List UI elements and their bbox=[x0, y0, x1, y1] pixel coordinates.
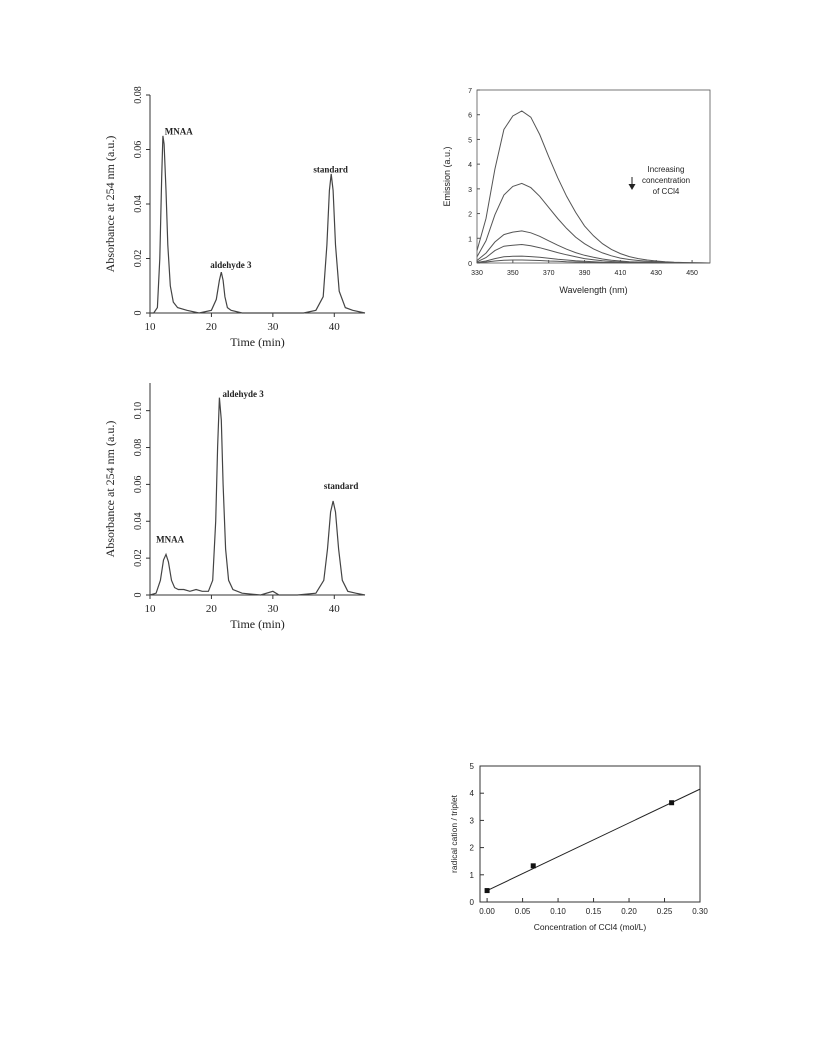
y-tick-label: 2 bbox=[468, 211, 472, 219]
chromatogram-trace bbox=[150, 136, 365, 313]
y-tick-label: 0.06 bbox=[133, 475, 144, 494]
x-tick-label: 0.10 bbox=[550, 907, 566, 916]
x-axis-title: Concentration of CCl4 (mol/L) bbox=[533, 922, 647, 932]
annotation-text: Increasing bbox=[647, 165, 685, 174]
y-tick-label: 0 bbox=[133, 592, 144, 598]
y-tick-label: 0.08 bbox=[133, 438, 144, 457]
y-tick-label: 0 bbox=[469, 898, 474, 907]
y-tick-label: 0.04 bbox=[133, 512, 144, 531]
x-tick-label: 350 bbox=[507, 270, 519, 277]
y-tick-label: 6 bbox=[468, 112, 472, 120]
y-tick-label: 0 bbox=[133, 310, 144, 316]
y-tick-label: 1 bbox=[468, 236, 472, 244]
peak-label: MNAA bbox=[156, 534, 185, 545]
x-tick-label: 0.15 bbox=[585, 907, 602, 916]
y-axis-title: Absorbance at 254 nm (a.u.) bbox=[103, 420, 117, 558]
x-tick-label: 10 bbox=[144, 321, 156, 333]
y-tick-label: 0.04 bbox=[133, 195, 144, 213]
x-tick-label: 0.30 bbox=[692, 907, 708, 916]
chromatogram-trace bbox=[150, 398, 365, 595]
x-tick-label: 20 bbox=[205, 603, 217, 615]
y-tick-label: 3 bbox=[469, 816, 474, 826]
x-tick-label: 450 bbox=[686, 270, 698, 277]
y-axis-title: radical cation / triplet bbox=[449, 795, 459, 873]
x-tick-label: 0.05 bbox=[514, 907, 531, 916]
x-tick-label: 10 bbox=[144, 603, 156, 615]
data-point bbox=[669, 800, 674, 805]
ratio-vs-concentration-chart bbox=[440, 755, 720, 945]
y-tick-label: 5 bbox=[468, 137, 472, 145]
y-tick-label: 0.02 bbox=[133, 249, 144, 268]
y-tick-label: 0 bbox=[468, 261, 472, 268]
fit-line bbox=[487, 789, 700, 890]
x-tick-label: 30 bbox=[267, 321, 279, 333]
y-tick-label: 5 bbox=[469, 762, 474, 771]
x-tick-label: 0.00 bbox=[479, 907, 495, 916]
x-tick-label: 0.25 bbox=[656, 907, 673, 916]
x-tick-label: 0.20 bbox=[621, 907, 637, 916]
hplc-chart-2 bbox=[90, 375, 380, 635]
peak-label: aldehyde 3 bbox=[222, 388, 264, 399]
y-tick-label: 0.10 bbox=[133, 401, 144, 420]
x-tick-label: 430 bbox=[650, 270, 663, 277]
data-point bbox=[531, 863, 536, 868]
peak-label: MNAA bbox=[164, 126, 193, 137]
x-tick-label: 40 bbox=[328, 321, 340, 333]
x-tick-label: 30 bbox=[267, 603, 279, 615]
annotation-text: concentration bbox=[641, 176, 691, 185]
hplc-chart-1 bbox=[90, 80, 380, 355]
y-tick-label: 7 bbox=[468, 88, 472, 95]
x-tick-label: 390 bbox=[578, 270, 591, 277]
x-axis-title: Wavelength (nm) bbox=[559, 285, 628, 295]
x-axis-title: Time (min) bbox=[230, 335, 285, 349]
y-tick-label: 1 bbox=[469, 870, 474, 880]
y-tick-label: 3 bbox=[468, 186, 472, 194]
annotation-text: of CCl4 bbox=[652, 187, 680, 196]
x-tick-label: 370 bbox=[542, 270, 555, 277]
emission-spectra-chart bbox=[430, 80, 730, 310]
x-tick-label: 410 bbox=[614, 270, 627, 277]
data-point bbox=[485, 888, 490, 893]
y-tick-label: 0.06 bbox=[133, 140, 144, 159]
x-tick-label: 20 bbox=[205, 321, 217, 333]
peak-label: standard bbox=[323, 481, 359, 491]
x-tick-label: 40 bbox=[328, 603, 340, 615]
y-tick-label: 2 bbox=[469, 843, 474, 853]
peak-label: aldehyde 3 bbox=[210, 260, 252, 271]
x-tick-label: 330 bbox=[471, 270, 483, 277]
y-axis-title: Emission (a.u.) bbox=[442, 146, 452, 207]
peak-label: standard bbox=[313, 164, 348, 175]
y-tick-label: 0.02 bbox=[133, 549, 144, 567]
y-tick-label: 0.08 bbox=[133, 86, 144, 104]
x-axis-title: Time (min) bbox=[230, 617, 285, 631]
arrowhead-icon bbox=[629, 184, 636, 190]
plot-frame bbox=[480, 766, 700, 902]
y-axis-title: Absorbance at 254 nm (a.u.) bbox=[103, 135, 117, 273]
y-tick-label: 4 bbox=[469, 789, 474, 799]
y-tick-label: 4 bbox=[468, 162, 472, 170]
